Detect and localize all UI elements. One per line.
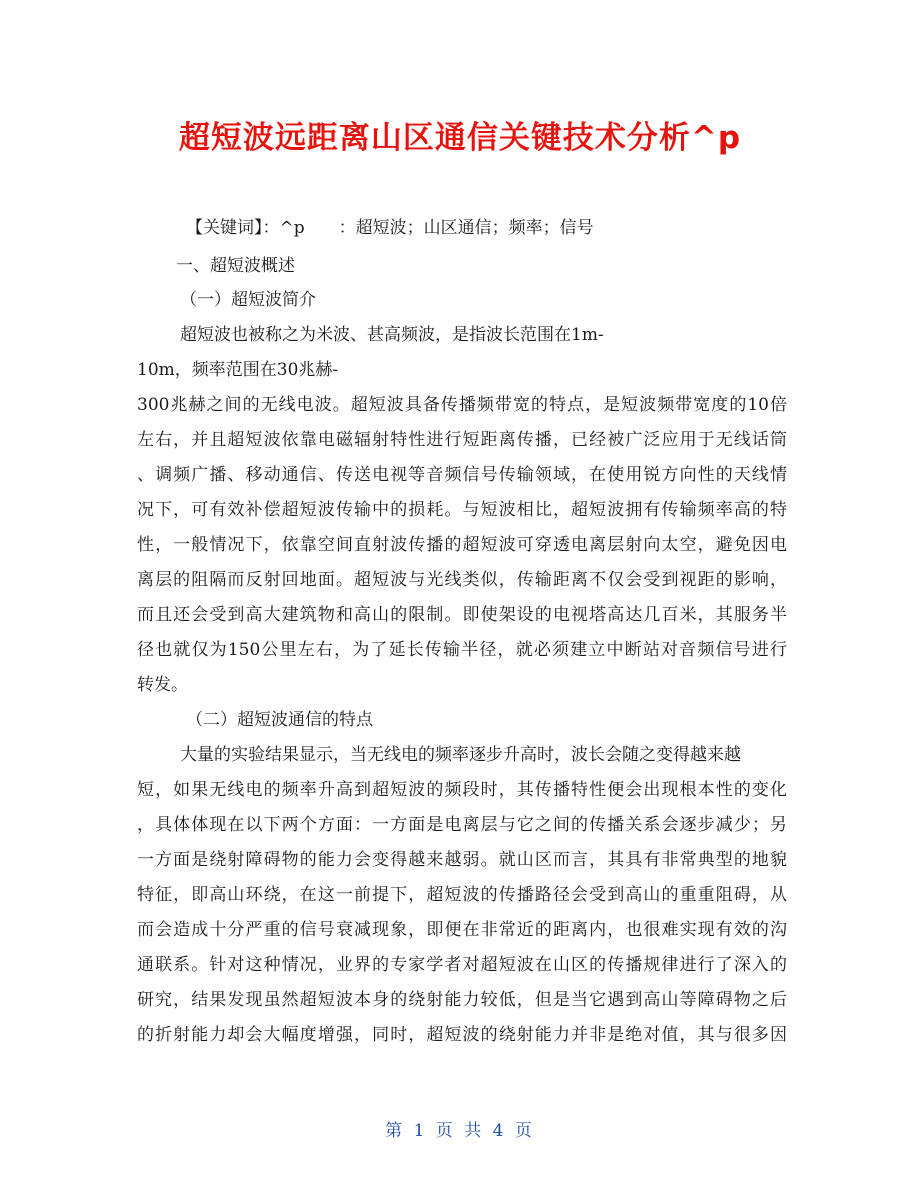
page-footer: 第 1 页 共 4 页: [385, 1121, 535, 1141]
paragraph-line: 一方面是绕射障碍物的能力会变得越来越弱。就山区而言，其具有非常典型的地貌: [137, 850, 787, 870]
paragraph-line: 300兆赫之间的无线电波。超短波具备传播频带宽的特点，是短波频带宽度的10倍: [137, 395, 787, 415]
paragraph-line: 左右，并且超短波依靠电磁辐射特性进行短距离传播，已经被广泛应用于无线话筒: [137, 430, 787, 450]
paragraph-line: 性，一般情况下，依靠空间直射波传播的超短波可穿透电离层射向太空，避免因电: [137, 535, 787, 555]
paragraph-line: 10m，频率范围在30兆赫-: [137, 360, 339, 380]
subsection-heading-features: （二）超短波通信的特点: [186, 710, 373, 730]
paragraph-line: 短，如果无线电的频率升高到超短波的频段时，其传播特性便会出现根本性的变化: [137, 780, 787, 800]
paragraph-line: 特征，即高山环绕，在这一前提下，超短波的传播路径会受到高山的重重阻碍，从: [137, 885, 787, 905]
paragraph-line: 况下，可有效补偿超短波传输中的损耗。与短波相比，超短波拥有传输频率高的特: [137, 500, 787, 520]
paragraph-line: 而会造成十分严重的信号衰减现象，即便在非常近的距离内，也很难实现有效的沟: [137, 920, 787, 940]
keywords-line: 【关键词】：^p ：超短波；山区通信；频率；信号: [186, 218, 594, 238]
document-title: 超短波远距离山区通信关键技术分析^p: [178, 120, 742, 156]
section-heading-overview: 一、超短波概述: [176, 256, 295, 276]
paragraph-line: 超短波也被称之为米波、甚高频波，是指波长范围在1m-: [180, 325, 604, 345]
subsection-heading-intro: （一）超短波简介: [180, 290, 316, 310]
paragraph-line: 、调频广播、移动通信、传送电视等音频信号传输领域，在使用锐方向性的天线情: [137, 465, 787, 485]
paragraph-line: 的折射能力却会大幅度增强，同时，超短波的绕射能力并非是绝对值，其与很多因: [137, 1025, 787, 1045]
paragraph-line: 转发。: [137, 675, 188, 695]
paragraph-line: 离层的阻隔而反射回地面。超短波与光线类似，传输距离不仅会受到视距的影响，: [137, 570, 787, 590]
paragraph-line: 研究，结果发现虽然超短波本身的绕射能力较低，但是当它遇到高山等障碍物之后: [137, 990, 787, 1010]
paragraph-line: 而且还会受到高大建筑物和高山的限制。即使架设的电视塔高达几百米，其服务半: [137, 605, 787, 625]
paragraph-line: 通联系。针对这种情况，业界的专家学者对超短波在山区的传播规律进行了深入的: [137, 955, 787, 975]
paragraph-line: 大量的实验结果显示，当无线电的频率逐步升高时，波长会随之变得越来越: [180, 745, 741, 765]
paragraph-line: 径也就仅为150公里左右，为了延长传输半径，就必须建立中断站对音频信号进行: [137, 640, 787, 660]
paragraph-line: ，具体体现在以下两个方面：一方面是电离层与它之间的传播关系会逐步减少；另: [137, 815, 787, 835]
